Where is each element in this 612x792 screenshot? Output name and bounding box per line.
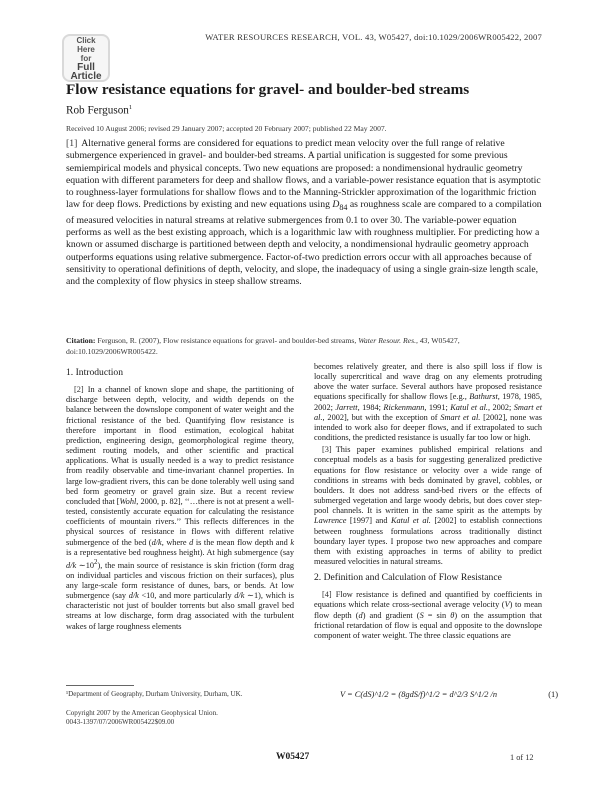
variable: d/k xyxy=(66,560,77,570)
text: , 1978, 1985, 2002; xyxy=(314,392,542,412)
cited-author[interactable]: Smart et al. xyxy=(440,412,481,422)
text: Flow resistance is defined and quantified by coefficients in equations which relate cross-sectional average velocity ( xyxy=(314,590,542,610)
section-heading: 1. Introduction xyxy=(66,367,124,378)
variable: D xyxy=(332,199,340,211)
equation-1 xyxy=(340,690,572,699)
citation-journal: Water Resour. Res., 43, xyxy=(358,336,430,345)
abstract-text: as roughness scale are compared to a compilation of measured velocities in natural streams at relative submergences from 0.1 to over 30. The variable-power equation performs as well as the best existing approach, which is a logarithmic law with roughness multiplier. For predicting how a known or assumed discharge is partitioned between depth and velocity, a nondimensional hydraulic geometry approach outperforms equations using relative submergence. Factor-of-two prediction errors occur with all approaches because of sensitivity to operational definitions of depth, velocity, and slope, the inadequacy of using a single grain-size length scale, and the complexity of flow physics in steep shallow streams. xyxy=(66,199,542,288)
badge-line: Click xyxy=(76,35,96,45)
right-column xyxy=(314,362,542,641)
paper-title: Flow resistance equations for gravel- and boulder-bed streams xyxy=(66,81,470,98)
cited-author[interactable]: Katul et al. xyxy=(450,402,488,412)
text: , where xyxy=(161,537,190,547)
text: [2002] to establish connections between roughness formulations across traditionally distinct boundary layer types. I propose two new approaches and compare them with existing approaches in terms of ability to predict measured velocities in natural streams. xyxy=(314,516,542,566)
variable: d/k xyxy=(151,537,162,547)
variable: d xyxy=(358,610,363,620)
equation-text: V = C(dS)^1/2 = (8gdS/f)^1/2 = d^2/3 S^1/2 /n xyxy=(340,690,498,699)
text: <10, and more particularly xyxy=(138,591,235,601)
text: [2002], none was intended to work also for deeper flows, and if extrapolated to such conditions, the predicted resistance is usually far too low or high. xyxy=(314,412,542,443)
text: In a channel of known slope and shape, the partitioning of discharge between depth, velocity, and width depends on the balance between the downslope component of water weight and the frictional resistance of the bed. Quantifying flow resistance is therefore important in flood estimation, ecological habitat prediction, engineering design, geomorphological regime theory, sediment routing models, and other scientific and practical applications. What is usually needed is a way to predict resistance from readily observable and time-invariant channel properties. In large low-gradient rivers, this can be done tolerably well using sand bed form geometry or gravel grain size. But a recent review concluded that [ xyxy=(66,385,294,506)
text: is the mean flow depth and xyxy=(193,537,291,547)
text: ∼1), which is characteristic not just of boulder torrents but also small gravel bed streams at low discharge, form drag associated with the turbulent wakes of large roughness elements xyxy=(66,591,294,631)
text: ) to mean flow depth ( xyxy=(314,600,542,620)
abstract xyxy=(66,138,546,289)
citation xyxy=(66,336,546,357)
badge-line: Here xyxy=(77,44,95,54)
cited-author[interactable]: Jarrett xyxy=(335,402,358,412)
left-column xyxy=(66,362,294,632)
text: becomes relatively greater, and there is also spill loss if flow is locally supercritical and wave drag on any elements protruding above the water surface. Several authors have proposed resistance equations specifically for shallow flows [e.g., xyxy=(314,362,542,402)
copyright-line: 0043-1397/07/2006WR005422$09.00 xyxy=(66,717,175,726)
section-heading: 2. Definition and Calculation of Flow Resistance xyxy=(314,572,502,584)
paragraph-number: [2] xyxy=(74,385,84,395)
full-article-link[interactable] xyxy=(62,34,110,82)
cited-author[interactable]: Lawrence xyxy=(314,516,347,526)
author xyxy=(66,104,132,117)
journal-header: WATER RESOURCES RESEARCH, VOL. 43, W05427, doi:10.1029/2006WR005422, 2007 xyxy=(205,32,542,42)
cited-author[interactable]: Wohl xyxy=(119,496,137,506)
text: ) on the assumption that frictional retardation of flow is equal and opposite to the downslope component of water weight. The three classic equations are xyxy=(314,610,543,640)
superscript: 2 xyxy=(94,558,98,566)
paragraph xyxy=(314,445,542,567)
abstract-text: Alternative general forms are considered for equations to predict mean velocity over the full range of relative submergence experienced in gravel- and boulder-bed streams. A partial unification is suggested for some previous semiempirical models and physical concepts. Two new equations are proposed: a nondimensional hydraulic geometry equation with different parameters for deep and shallow flows, and a variable-power resistance equation that is asymptotic to roughness-layer formulations for shallow flows and to the Manning-Strickler approximation of the logarithmic friction law for deep flows. Predictions by existing and new equations using xyxy=(66,138,541,211)
text: ), the main source of resistance is skin friction (form drag on individual particles and viscous friction on their surfaces), plus any large-scale form resistance of dunes, bars, or bends. At low submergence (say xyxy=(66,560,295,601)
text: is a representative bed roughness height). At high submergence (say xyxy=(66,547,294,557)
copyright xyxy=(66,709,218,726)
citation-text: Ferguson, R. (2007), Flow resistance equations for gravel- and boulder-bed streams, xyxy=(97,336,357,345)
text: , 1991; xyxy=(424,402,451,412)
cited-author[interactable]: Katul et al. xyxy=(390,516,431,526)
article-number: W05427 xyxy=(276,752,310,762)
cited-author[interactable]: Bathurst xyxy=(469,392,498,402)
publication-dates: Received 10 August 2006; revised 29 January 2007; accepted 20 February 2007; published 22 May 2007. xyxy=(66,124,387,133)
author-affiliation-mark: 1 xyxy=(128,104,133,111)
author-name: Rob Ferguson xyxy=(66,104,129,117)
variable: k xyxy=(290,537,294,547)
variable: V xyxy=(504,600,510,610)
text: ∼10 xyxy=(76,560,95,570)
paragraph-number: [1] xyxy=(66,138,78,149)
variable: θ xyxy=(450,610,455,620)
footnote: ¹Department of Geography, Durham University, Durham, UK. xyxy=(66,690,243,698)
paragraph xyxy=(314,362,542,443)
variable: d/k xyxy=(128,591,139,601)
text: = sin xyxy=(423,610,451,620)
paragraph xyxy=(66,385,294,632)
variable: d xyxy=(189,537,194,547)
citation-doi: W05427, doi:10.1029/2006WR005422. xyxy=(66,336,460,356)
page-number: 1 of 12 xyxy=(510,753,534,762)
footnote-divider xyxy=(66,685,134,686)
variable: S xyxy=(419,610,424,620)
text: This paper examines published empirical relations and conceptual models as a basis for suggesting generalized predictive equations for flow resistance or velocity over a wide range of conditions in streams with beds dominated by gravel, cobbles, or boulders. It does not address sand-bed rivers or the effects of submerged vegetation and large woody debris, but does cover step-pool channels. It is written in the same spirit as the attempts by xyxy=(314,445,542,516)
equation-number: (1) xyxy=(548,690,558,699)
text: , 2002], but with the exception of xyxy=(322,412,441,422)
paragraph-number: [3] xyxy=(322,445,332,455)
text: [1997] and xyxy=(346,516,391,526)
cited-author[interactable]: Rickenmann xyxy=(383,402,425,412)
text: , 1984; xyxy=(357,402,384,412)
cited-author[interactable]: Smart et al. xyxy=(314,402,543,422)
badge-line: for xyxy=(80,53,92,63)
text: , 2002; xyxy=(487,402,514,412)
badge-line: Full xyxy=(77,61,95,73)
paragraph xyxy=(314,590,542,641)
subscript: 84 xyxy=(339,203,348,213)
citation-label: Citation: xyxy=(66,336,96,345)
text: , 2000, p. 82], ‘‘…there is not at present a well-tested, consistently accurate equation for calculating the resistance coefficients of mountain rivers.’’ This reflects differences in the physical sources of resistance in flows with different relative submergence of the bed ( xyxy=(66,496,294,547)
badge-line: Article xyxy=(70,70,102,82)
text: ) and gradient ( xyxy=(362,610,420,620)
copyright-line: Copyright 2007 by the American Geophysical Union. xyxy=(66,709,218,717)
variable: d/k xyxy=(234,591,245,601)
paragraph-number: [4] xyxy=(322,590,332,600)
